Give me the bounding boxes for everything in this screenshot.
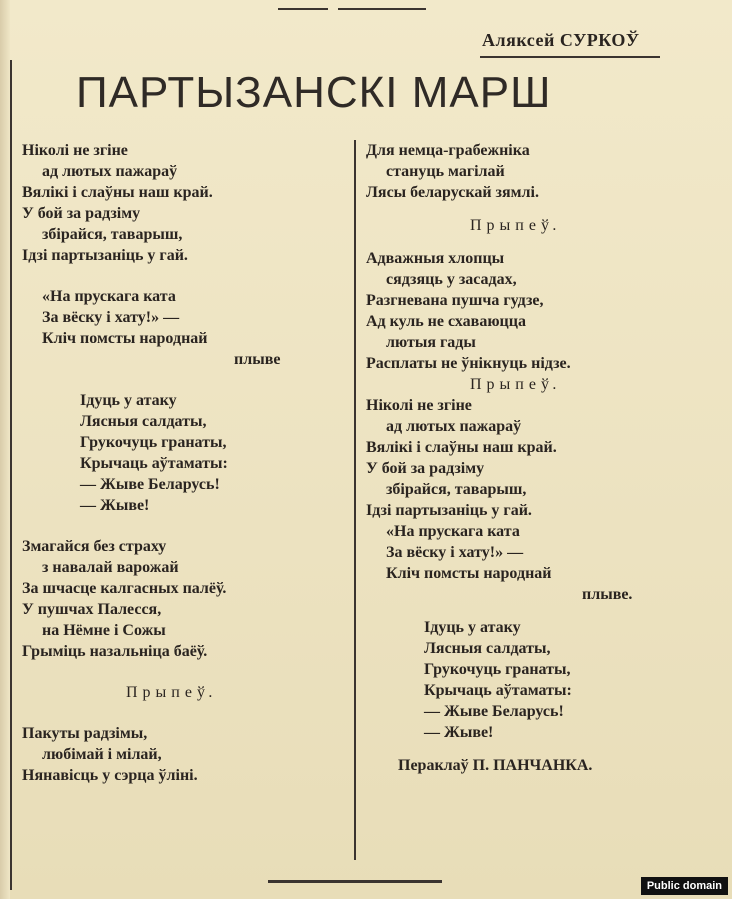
chorus-label: Прыпеў. <box>470 376 562 393</box>
poem-line: Ідуць у атаку <box>80 392 177 409</box>
poem-line: — Жыве Беларусь! <box>80 476 220 493</box>
poem-line: Ад куль не схаваюцца <box>366 313 526 330</box>
poem-line: Крычаць аўтаматы: <box>424 682 572 699</box>
poem-line: Вялікі і слаўны наш край. <box>366 439 557 456</box>
license-badge: Public domain <box>641 877 728 895</box>
poem-line: За шчасце калгасных палёў. <box>22 580 227 597</box>
chorus-label: Прыпеў. <box>126 684 218 701</box>
poem-line: За вёску і хату!» — <box>386 544 524 561</box>
stanza-gap <box>22 266 348 286</box>
poem-line: Кліч помсты народнай <box>386 565 552 582</box>
poem-line: У бой за радзіму <box>22 205 141 222</box>
poem-line: Лясныя салдаты, <box>80 413 207 430</box>
poem-line: «На прускага ката <box>42 288 176 305</box>
stanza-gap <box>22 662 348 682</box>
poem-line: Пераклаў П. ПАНЧАНКА. <box>398 757 593 774</box>
poem-line: Ідзі партызаніць у гай. <box>366 502 532 519</box>
poem-line: Кліч помсты народнай <box>42 330 208 347</box>
poem-line: Грыміць назальніца баёў. <box>22 643 208 660</box>
poem-line: Пакуты радзімы, <box>22 725 148 742</box>
poem-line: плыве. <box>582 586 633 603</box>
top-rule-right <box>338 8 426 10</box>
poem-line: За вёску і хату!» — <box>42 309 180 326</box>
poem-column-left <box>22 140 348 786</box>
poem-line: У бой за радзіму <box>366 460 485 477</box>
poem-line: плыве <box>234 351 281 368</box>
poem-line: Грукочуць гранаты, <box>80 434 227 451</box>
poem-line: ад лютых пажараў <box>42 163 178 180</box>
poem-line: сядзяць у засадах, <box>386 271 517 288</box>
poem-line: Вялікі і слаўны наш край. <box>22 184 213 201</box>
poem-line: любімай і мілай, <box>42 746 162 763</box>
stanza-gap <box>366 605 696 617</box>
poem-line: Нянавісць у сэрца ўліні. <box>22 767 198 784</box>
poem-line: Ідзі партызаніць у гай. <box>22 247 188 264</box>
poem-line: — Жыве! <box>80 497 150 514</box>
poem-line: Для немца-грабежніка <box>366 142 530 159</box>
poem-line: Ідуць у атаку <box>424 619 521 636</box>
stanza-gap <box>366 203 696 215</box>
column-divider <box>354 140 356 860</box>
bottom-rule <box>268 880 442 883</box>
poem-line: Лясы беларускай зямлі. <box>366 184 539 201</box>
poem-line: Грукочуць гранаты, <box>424 661 571 678</box>
poem-line: на Нёмне і Сожы <box>42 622 166 639</box>
top-rule-left <box>278 8 328 10</box>
poem-line: лютыя гады <box>386 334 476 351</box>
poem-line: — Жыве Беларусь! <box>424 703 564 720</box>
poem-line: Ніколі не згіне <box>22 142 128 159</box>
poem-line: ад лютых пажараў <box>386 418 522 435</box>
page-edge <box>0 0 10 899</box>
poem-line: «На прускага ката <box>386 523 520 540</box>
poem-line: збірайся, таварыш, <box>42 226 183 243</box>
stanza-gap <box>22 516 348 536</box>
stanza-gap <box>22 370 348 390</box>
poem-title: ПАРТЫЗАНСКІ МАРШ <box>76 68 552 117</box>
poem-line: з навалай варожай <box>42 559 179 576</box>
poem-line: У пушчах Палесся, <box>22 601 162 618</box>
stanza-gap <box>366 236 696 248</box>
chorus-label: Прыпеў. <box>470 217 562 234</box>
poem-line: збірайся, таварыш, <box>386 481 527 498</box>
author-underline <box>480 56 660 58</box>
left-margin-rule <box>10 60 12 890</box>
poem-line: Разгневана пушча гудзе, <box>366 292 544 309</box>
poem-line: Лясныя салдаты, <box>424 640 551 657</box>
stanza-gap <box>366 743 696 755</box>
poem-line: стануць магілай <box>386 163 505 180</box>
poem-line: Адважныя хлопцы <box>366 250 505 267</box>
author-name: Аляксей СУРКОЎ <box>482 30 640 50</box>
poem-line: — Жыве! <box>424 724 494 741</box>
poem-line: Крычаць аўтаматы: <box>80 455 228 472</box>
poem-line: Расплаты не ўнікнуць нідзе. <box>366 355 571 372</box>
stanza-gap <box>22 703 348 723</box>
poem-line: Змагайся без страху <box>22 538 167 555</box>
poem-column-right <box>366 140 696 776</box>
poem-line: Ніколі не згіне <box>366 397 472 414</box>
